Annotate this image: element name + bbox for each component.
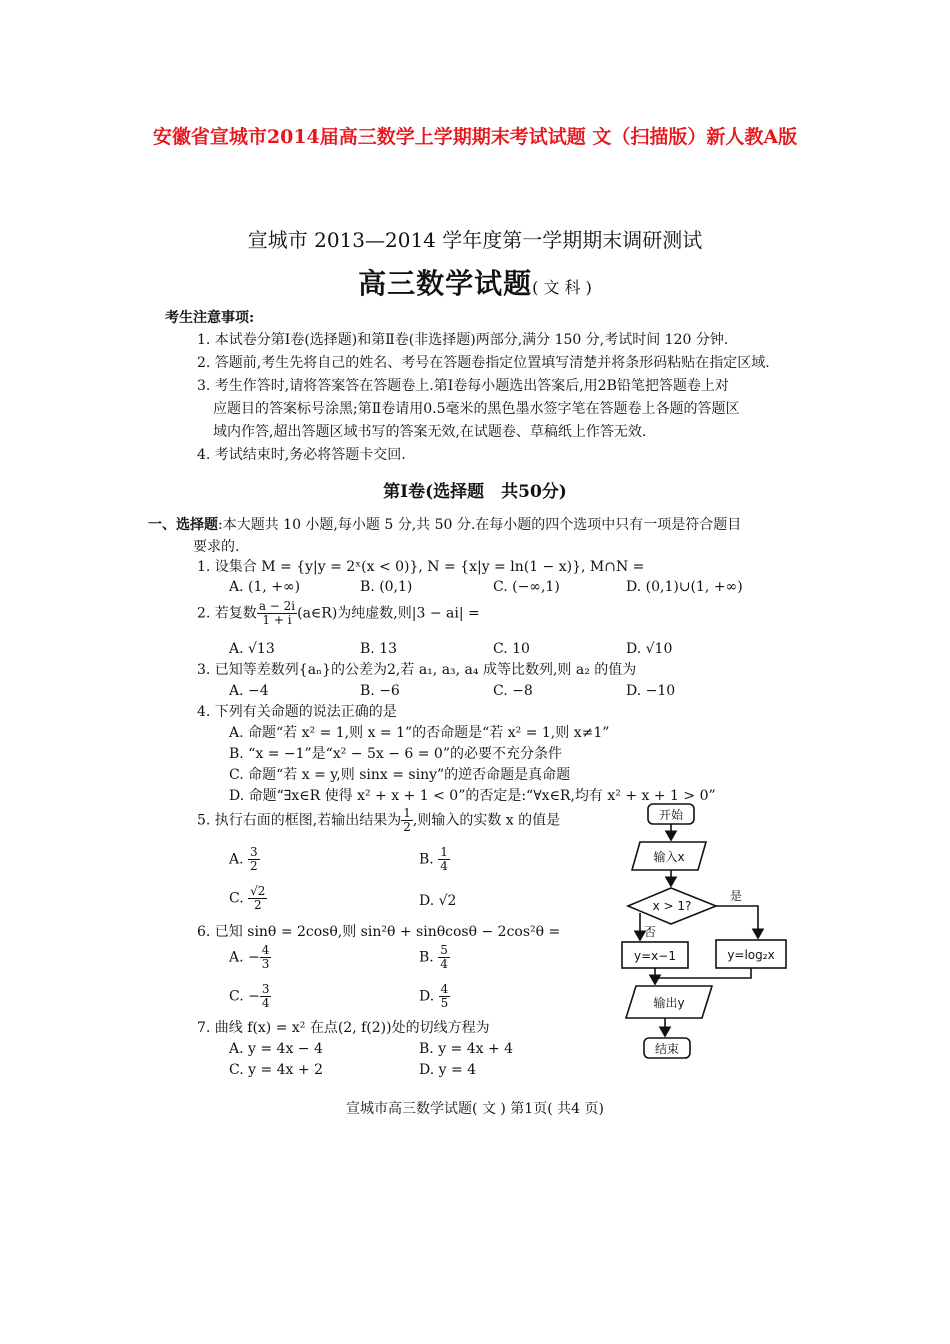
note-4: 4. 考试结束时,务必将答题卡交回. — [197, 447, 406, 463]
document-title: 安徽省宣城市2014届高三数学上学期期末考试试题 文（扫描版）新人教A版 — [152, 126, 798, 148]
q7-option-b: B. y = 4x + 4 — [419, 1041, 514, 1057]
flowchart-no: 否 — [643, 925, 657, 939]
note-2: 2. 答题前,考生先将自己的姓名、考号在答题卷指定位置填写清楚并将条形码粘贴在指定区域. — [197, 355, 770, 371]
subject-note: ( 文 科 ) — [532, 278, 592, 297]
flowchart-start: 开始 — [658, 808, 684, 822]
q5-c-num: √2 — [250, 884, 266, 898]
q5-c-den: 2 — [253, 898, 262, 912]
subject-title-text: 高三数学试题 — [358, 267, 533, 300]
q5-option-a — [229, 846, 260, 873]
q6-d-label: D. — [419, 988, 435, 1005]
q6-a-num: 4 — [261, 943, 270, 957]
q5-a-label: A. — [229, 851, 244, 868]
part-heading: 第Ⅰ卷(选择题 共50分) — [383, 482, 567, 502]
q6-a-fraction — [260, 944, 272, 971]
q2-option-b: B. 13 — [360, 641, 398, 657]
q6-b-num: 5 — [440, 943, 448, 957]
q2-fraction — [257, 600, 297, 627]
q7-stem: 7. 曲线 f(x) = x² 在点(2, f(2))处的切线方程为 — [197, 1020, 490, 1036]
q5-stem — [197, 807, 560, 834]
q3-stem: 3. 已知等差数列{aₙ}的公差为2,若 a₁, a₃, a₄ 成等比数列,则 a₂ 的值为 — [197, 662, 637, 678]
flowchart-end: 结束 — [654, 1042, 680, 1056]
q5-b-num: 1 — [440, 845, 448, 859]
q4-option-d: D. 命题“∃x∈R 使得 x² + x + 1 < 0”的否定是:“∀x∈R,均有 x² + x + 1 > 0” — [229, 788, 716, 804]
q3-option-d: D. −10 — [626, 683, 676, 699]
q4-option-b: B. “x = −1”是“x² − 5x − 6 = 0”的必要不充分条件 — [229, 746, 562, 762]
q2-option-c: C. 10 — [493, 641, 530, 657]
q5-stem-post: ,则输入的实数 x 的值是 — [412, 812, 561, 829]
q6-b-den: 4 — [440, 957, 448, 971]
notes-heading: 考生注意事项: — [165, 310, 255, 326]
section-intro-line2: 要求的. — [193, 539, 240, 555]
q5-b-fraction — [438, 846, 450, 873]
q6-option-b — [419, 944, 450, 971]
q5-option-c — [229, 885, 267, 912]
q1-option-c: C. (−∞,1) — [493, 579, 560, 595]
section-intro-text: :本大题共 10 小题,每小题 5 分,共 50 分.在每小题的四个选项中只有一项是符合题目 — [218, 517, 742, 533]
q5-frac-den: 2 — [403, 820, 411, 834]
subject-title — [0, 262, 950, 302]
q2-stem-pre: 2. 若复数 — [197, 605, 257, 622]
q1-option-d: D. (0,1)∪(1, +∞) — [626, 579, 743, 595]
q6-option-d — [419, 983, 450, 1010]
q2-frac-num: a − 2i — [258, 599, 296, 613]
q5-fraction — [401, 807, 413, 834]
q2-stem-post: (a∈R)为纯虚数,则|3 − ai| = — [297, 605, 480, 622]
q5-stem-pre: 5. 执行右面的框图,若输出结果为 — [197, 812, 402, 829]
q6-c-fraction — [260, 983, 272, 1010]
q6-d-num: 4 — [440, 982, 449, 996]
note-3-cont-2: 域内作答,超出答题区域书写的答案无效,在试题卷、草稿纸上作答无效. — [213, 424, 647, 440]
q6-option-a — [229, 944, 271, 971]
q5-c-fraction — [248, 885, 267, 912]
q5-c-label: C. — [229, 890, 244, 907]
q4-stem: 4. 下列有关命题的说法正确的是 — [197, 704, 397, 720]
flowchart-left-text: y=x−1 — [634, 949, 676, 963]
q6-c-den: 4 — [261, 996, 270, 1010]
q5-a-fraction — [248, 846, 260, 873]
flowchart-output: 输出y — [653, 996, 685, 1010]
q7-option-c: C. y = 4x + 2 — [229, 1062, 323, 1078]
note-1: 1. 本试卷分第Ⅰ卷(选择题)和第Ⅱ卷(非选择题)两部分,满分 150 分,考试时间 120 分钟. — [197, 332, 729, 348]
q2-stem — [197, 600, 480, 627]
q5-a-num: 3 — [250, 845, 258, 859]
q5-frac-num: 1 — [403, 806, 411, 820]
q3-option-c: C. −8 — [493, 683, 533, 699]
q6-stem: 6. 已知 sinθ = 2cosθ,则 sin²θ + sinθcosθ − 2cos²θ = — [197, 924, 561, 940]
section-intro — [148, 516, 741, 534]
q5-b-den: 4 — [440, 859, 448, 873]
q4-option-a: A. 命题“若 x² = 1,则 x = 1”的否命题是“若 x² = 1,则 x≠1” — [229, 725, 610, 741]
note-3: 3. 考生作答时,请将答案答在答题卷上.第Ⅰ卷每小题选出答案后,用2B铅笔把答题卷上对 — [197, 378, 729, 394]
flowchart-input: 输入x — [653, 850, 685, 864]
q6-a-label: A. − — [229, 949, 260, 966]
note-3-cont-1: 应题目的答案标号涂黑;第Ⅱ卷请用0.5毫米的黑色墨水签字笔在答题卷上各题的答题区 — [213, 401, 740, 417]
q7-option-a: A. y = 4x − 4 — [229, 1041, 323, 1057]
q1-stem: 1. 设集合 M = {y|y = 2ˣ(x < 0)}, N = {x|y = ln(1 − x)}, M∩N = — [197, 559, 645, 575]
q5-option-d: D. √2 — [419, 893, 457, 909]
q5-option-b — [419, 846, 450, 873]
q6-c-label: C. − — [229, 988, 260, 1005]
q6-c-num: 3 — [261, 982, 270, 996]
q6-a-den: 3 — [261, 957, 270, 971]
q6-b-label: B. — [419, 949, 434, 966]
q2-frac-den: 1 + i — [262, 613, 292, 627]
q2-option-a: A. √13 — [229, 641, 275, 657]
q4-option-c: C. 命题“若 x = y,则 sinx = siny”的逆否命题是真命题 — [229, 767, 571, 783]
q5-a-den: 2 — [250, 859, 258, 873]
q3-option-b: B. −6 — [360, 683, 400, 699]
q3-option-a: A. −4 — [229, 683, 269, 699]
flowchart-condition: x > 1? — [652, 899, 692, 913]
q6-d-fraction — [439, 983, 451, 1010]
exam-header: 宣城市 2013—2014 学年度第一学期期末调研测试 — [247, 228, 703, 252]
flowchart-yes: 是 — [729, 889, 743, 903]
q2-option-d: D. √10 — [626, 641, 673, 657]
q6-b-fraction — [438, 944, 450, 971]
q6-d-den: 5 — [440, 996, 449, 1010]
q6-option-c — [229, 983, 271, 1010]
section-label: 一、选择题 — [148, 517, 218, 533]
q7-option-d: D. y = 4 — [419, 1062, 477, 1078]
flowchart-right-text: y=log₂x — [727, 948, 775, 962]
q1-option-a: A. (1, +∞) — [229, 579, 301, 595]
q1-option-b: B. (0,1) — [360, 579, 413, 595]
flowchart-diagram — [620, 800, 790, 1070]
page-footer: 宣城市高三数学试题( 文 ) 第1页( 共4 页) — [346, 1101, 604, 1117]
q5-b-label: B. — [419, 851, 434, 868]
